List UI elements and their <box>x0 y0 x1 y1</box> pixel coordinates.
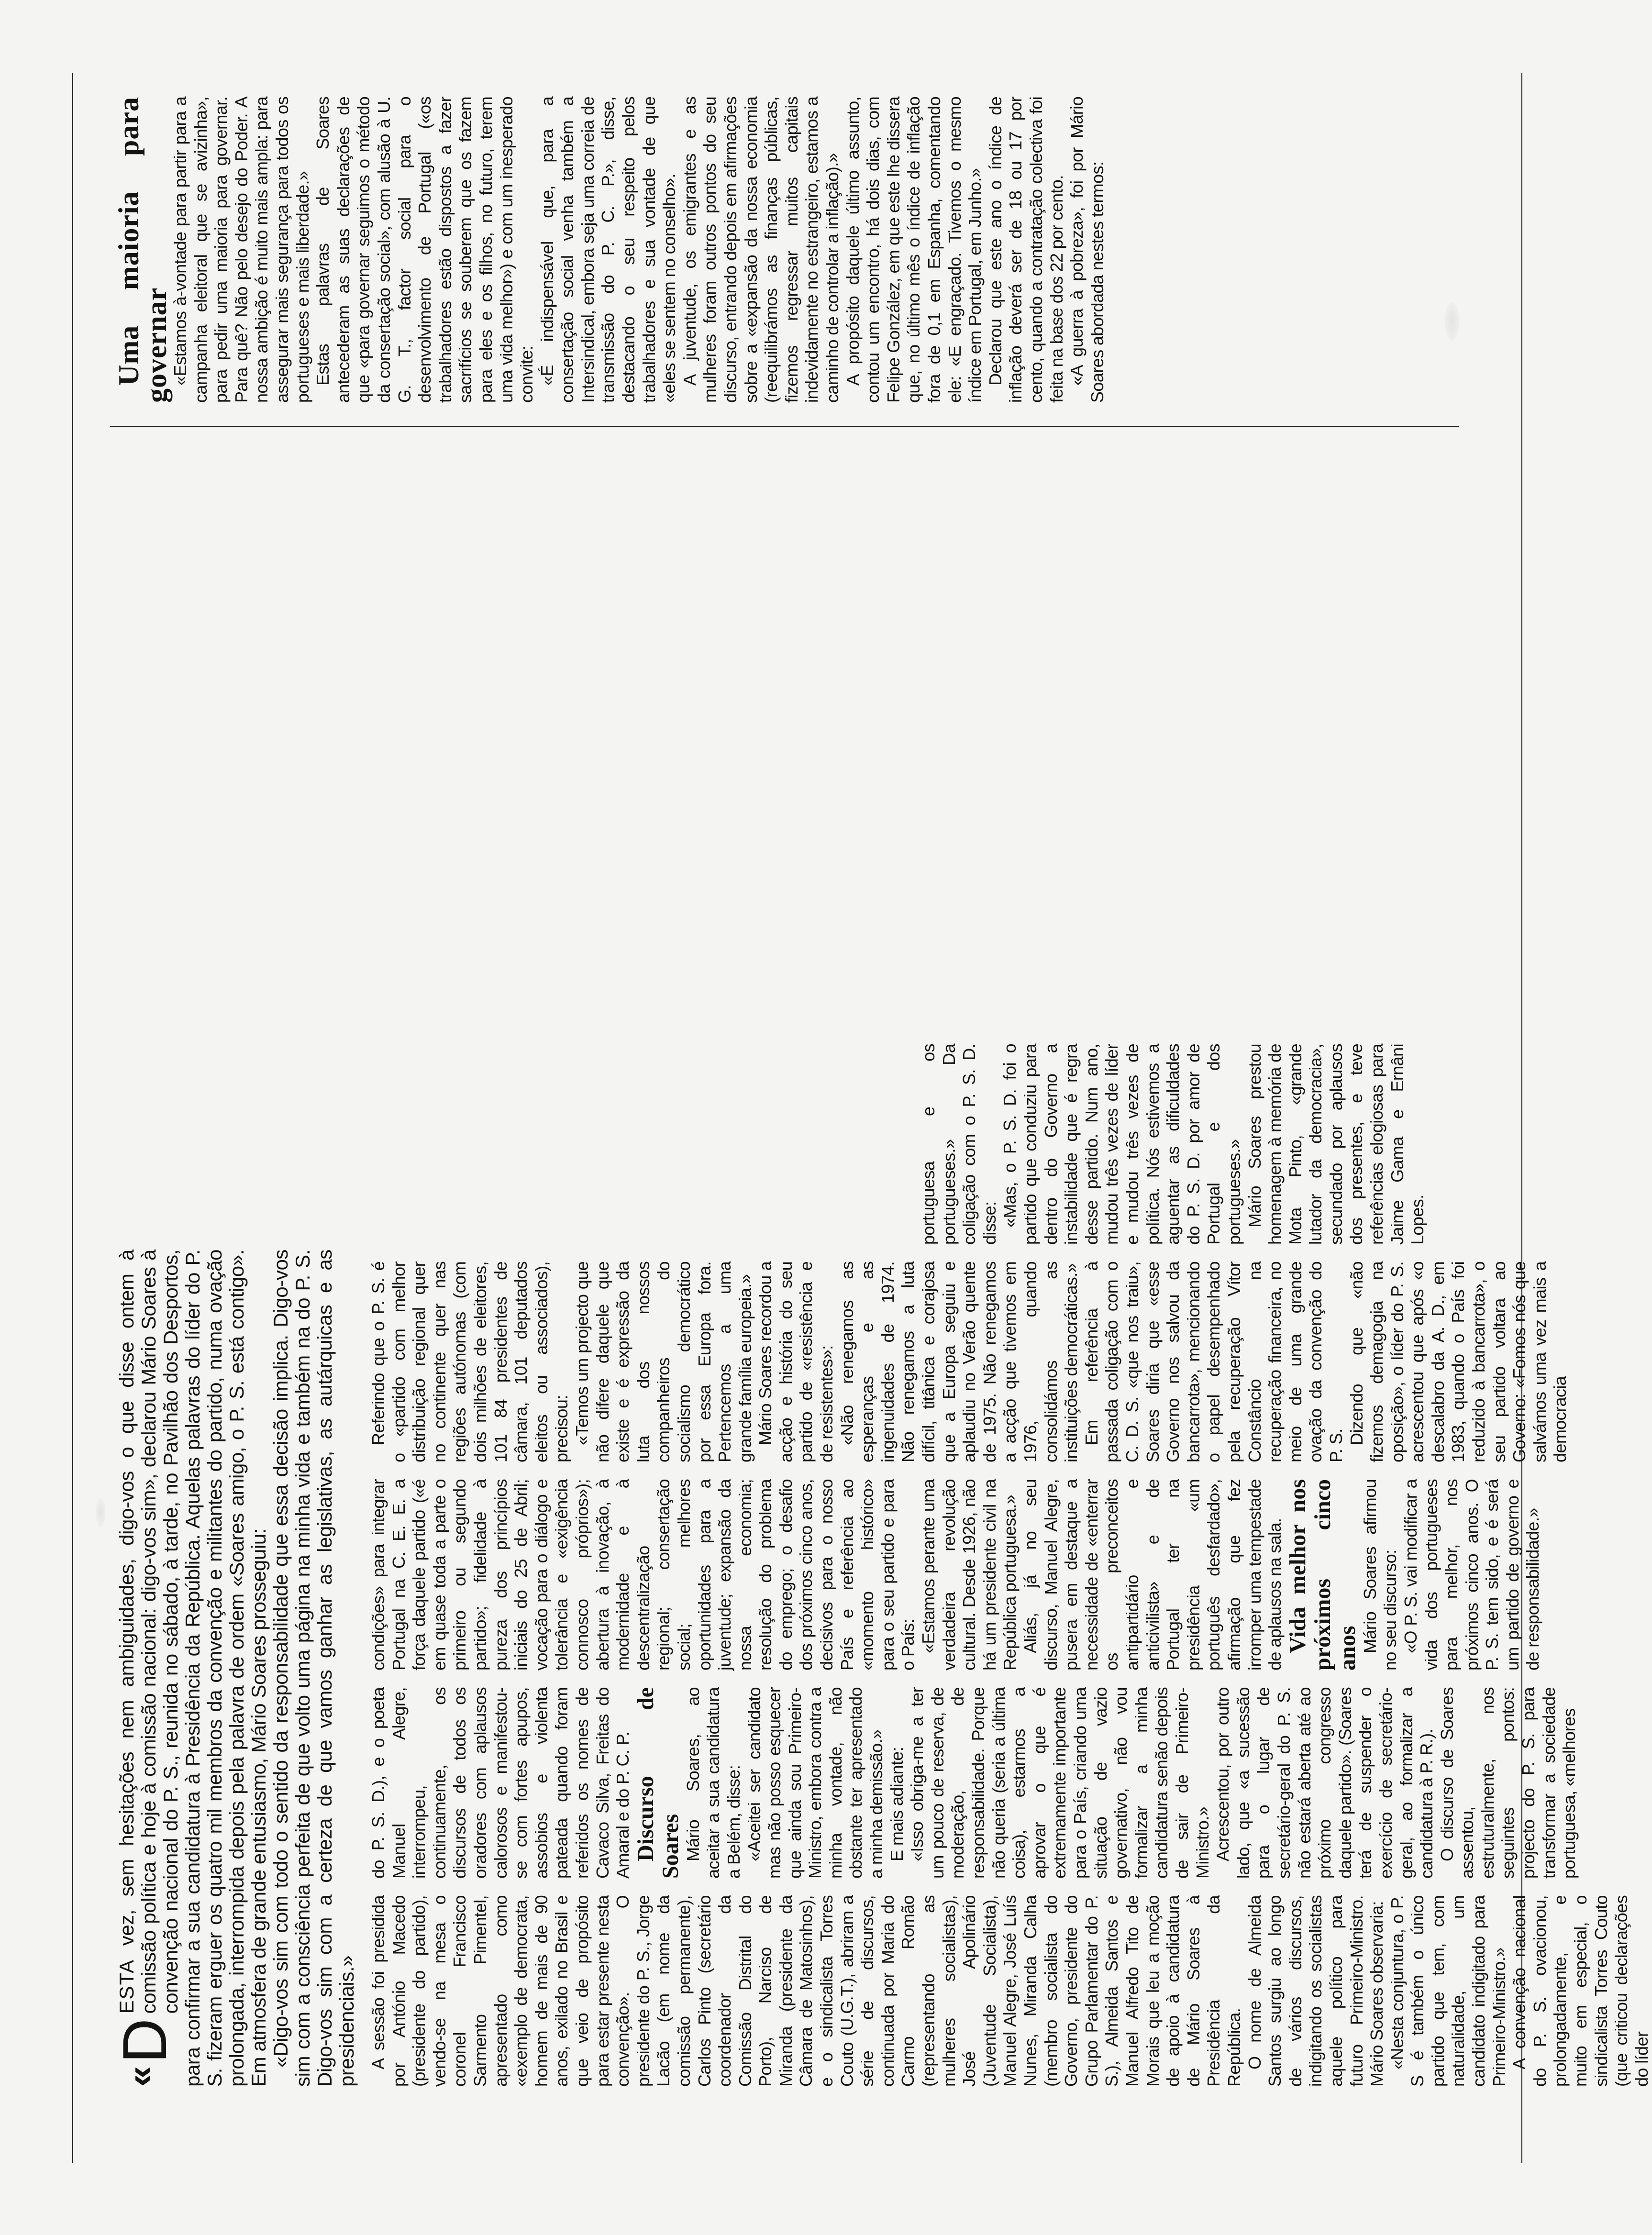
column-1-paragraph: A convenção nacional do P. S. ovacionou, prolongadamente, e muito em especial, o sindicalista Torres Couto (que criticou declarações do líder <box>1509 1895 1652 2087</box>
column-2-paragraph: «Isso obriga-me a ter um pouco de reserva, de moderação, de responsabilidade. Porque não queria (seria a última coisa), estarmos a aprovar o que é extremamente importante para o País, criando uma situação de vazio governativo, não vou formalizar a minha candidatura senão depois de sair de Primeiro-Ministro.» <box>907 1687 1212 1879</box>
sidebar-paragraph: Estas palavras de Soares antecederam as suas declarações de que «para governar seguimos o método da consertação social», com alusão à U. G. T., factor social para o desenvolvimento de Portugal («os trabalhadores estão dispostos a fazer sacrifícios se souberem que os fazem para eles e os filhos, no futuro, terem uma vida melhor») e com um inesperado convite: <box>313 97 537 403</box>
sidebar-box <box>115 97 1488 403</box>
lede-text: vez, sem hesitações nem ambiguidades, digo-vos o que disse ontem à comissão política e hoje à comissão nacional: digo-vos sim», declarou Mário Soares à convenção nacional do P. S., reunida no sábado, à tarde, no Pavilhão dos Desportos, para confirmar a sua candidatura à Presidência da República. Aquelas palavras do líder do P. S. fizeram erguer os quatro mil membros da convenção e militantes do partido, numa ovação prolongada, interrompida depois pela palavra de ordem «Soares amigo, o P. S. está contigo». Em atmosfera de grande entusiasmo, Mário Soares prosseguiu: <box>115 1250 270 2087</box>
sidebar-paragraph: A propósito daquele último assunto, contou um encontro, há dois dias, com Felipe González, em que este lhe dissera que, no último mês o índice de inflação fora de 0,1 em Espanha, comentando ele: «E engraçado. Tivemos o mesmo índice em Portugal, em Junho.» <box>843 97 985 403</box>
column-4-paragraph: Em referência à passada coligação com o C. D. S. «que nos traiu», Soares diria que «esse Governo nos salvou da bancarrota», mencionando o papel desempenhado pela recuperação Vítor Constâncio na recuperação financeira, no meio de uma grande ovação da convenção do P. S. <box>1081 1261 1346 1462</box>
column-4-paragraph: Referindo que o P. S. é o «partido com melhor distribuição regional quer no continente quer nas regiões autónomas (com dois milhões de eleitores, 101 84 presidentes de câmara, 101 deputados eleitos ou associados), precisou: <box>368 1261 572 1462</box>
column-4-paragraph: Dizendo que «não fizemos demagogia na oposição», o líder do P. S. acrescentou que após «o descalabro da A. D., em 1983, quando o País foi reduzido à bancarrota», o seu partido voltara ao Governo: «Fomos nós que salvámos uma vez mais a democracia <box>1346 1261 1570 1462</box>
opening-quote-mark: « <box>119 2066 161 2087</box>
top-rule <box>72 73 73 2163</box>
sidebar-paragraph: A juventude, os emigrantes e as mulheres foram outros pontos do seu discurso, entrando depois em afirmações sobre a «expansão da nossa economia (reequilibrámos as finanças públicas, fizemos regressar muitos capitais indevidamente no estrangeiro, estamos a caminho de controlar a inflação).» <box>679 97 842 403</box>
subheading-vida-melhor: Vida melhor nos próximos cinco anos <box>1285 1479 1360 1671</box>
column-2-paragraph: Mário Soares, ao aceitar a sua candidatura a Belém, disse: <box>683 1687 743 1879</box>
column-3-paragraph: Mário Soares afirmou no seu discurso: <box>1360 1479 1400 1671</box>
lede-paragraph <box>110 1250 270 2087</box>
lede-lead-word: ESTA <box>115 1958 138 2014</box>
column-4-paragraph: «Temos um projecto que não difere daquele que existe e é expressão da luta dos nossos companheiros do socialismo democrático por essa Europa fora. Pertencemos a uma grande família europeia.» <box>572 1261 755 1462</box>
column-2-paragraph: O discurso de Soares assentou, estruturalmente, nos seguintes pontos: projecto do P. S. para transformar a sociedade portuguesa, «melhores <box>1437 1687 1579 1879</box>
column-3-paragraph: Aliás, já no seu discurso, Manuel Alegre, pusera em destaque a necessidade de «enterrar os preconceitos antipartidário e anticivilista» e de Portugal ter na presidência «um português desfardado», afirmação que fez irromper uma tempestade de aplausos na sala. <box>1020 1479 1285 1671</box>
column-1-paragraph: O nome de Almeida Santos surgiu ao longo de vários discursos, indigitando os socialistas aquele político para futuro Primeiro-Ministro. Mário Soares observaria: <box>1244 1895 1387 2087</box>
sidebar-paragraph: «A guerra à pobreza», foi por Mário Soares abordada nestes termos: <box>1067 97 1107 403</box>
column-5-paragraph: «Mas, o P. S. D. foi o partido que conduziu para dentro do Governo a instabilidade que é regra desse partido. Num ano, mudou três vezes de líder e mudou três vezes de política. Nós estivemos a aguentar as dificuldades do P. S. D. por amor de Portugal e dos portugueses.» <box>1000 1044 1244 1245</box>
column-2-paragraph: do P. S. D.), e o poeta Manuel Alegre, interrompeu, continuamente, os discursos de todos os oradores com aplausos calorosos e manifestou-se com fortes apupos, assobios e violenta pateada quando foram referidos os nomes de Cavaco Silva, Freitas do Amaral e do P. C. P. <box>368 1687 633 1879</box>
column-2-paragraph: «Aceitei ser candidato mas não posso esquecer que ainda sou Primeiro-Ministro, embora contra a minha vontade, não obstante ter apresentado a minha demissão.» <box>744 1687 887 1879</box>
sidebar-paragraph: Declarou que este ano o índice de inflação deverá ser de 18 ou 17 por cento, quando a contratação colectiva foi feita na base dos 22 por cento. <box>985 97 1066 403</box>
column-5-paragraph: portuguesa e os portugueses.» Da coligação com o P. S. D. disse: <box>919 1044 999 1245</box>
sidebar-separator-rule <box>110 426 1459 427</box>
subheading-discurso: Discurso de Soares <box>632 1687 683 1879</box>
column-2-paragraph: Acrescentou, por outro lado, que «a sucessão para o lugar de secretário-geral do P. S. não estará aberta até ao próximo congresso daquele partido». (Soares terá de suspender o exercício de secretário-geral, ao formalizar a candidatura à P. R.). <box>1213 1687 1437 1879</box>
article-column-1 <box>368 1895 1652 2087</box>
column-2-paragraph: E mais adiante: <box>887 1747 907 1861</box>
column-1-paragraph: A sessão foi presidida por António Macedo (presidente do partido), vendo-se na mesa o coronel Francisco Sarmento Pimentel, apresentado como «exemplo de democrata, homem de mais de 90 anos, exilado no Brasil e que veio de propósito para estar presente nesta convenção». O presidente do P. S., Jorge Lacão (em nome da comissão permanente), Carlos Pinto (secretário coordenador da Comissão Distrital do Porto), Narciso de Miranda (presidente da Câmara de Matosinhos), e o sindicalista Torres Couto (U.G.T.), abriram a série de discursos, continuada por Maria do Carmo Romão (representando as mulheres socialistas), José Apolinário (Juventude Socialista), Manuel Alegre, José Luís Nunes, Miranda Calha (membro socialista do Governo, presidente do Grupo Parlamentar do P. S.), Almeida Santos e Manuel Alfredo Tito de Morais que leu a moção de apoio à candidatura de Mário Soares à Presidência da República. <box>368 1895 1244 2087</box>
column-4-paragraph: Mário Soares recordou a acção e história do seu partido de «resistência e de resistentes»: <box>755 1261 837 1462</box>
column-5-paragraph: Mário Soares prestou homenagem à memória de Mota Pinto, «grande lutador da democracia», secundado por aplausos dos presentes, e teve referências elogiosas para Jaime Gama e Ernâni Lopes. <box>1244 1044 1428 1245</box>
sidebar-title: Uma maioria para governar <box>113 97 172 403</box>
column-3-paragraph: condições» para integrar Portugal na C. E. E. a força daquele partido («é em quase toda a parte o primeiro ou segundo partido»; fidelidade à pureza dos princípios iniciais do 25 de Abril; vocação para o diálogo e tolerância e «exigência connosco próprios»); abertura à inovação, à modernidade e à descentralização regional; consertação social; melhores oportunidades para a juventude; expansão da nossa economia; resolução do problema do emprego; o desafio dos próximos cinco anos, decisivos para o nosso País e referência ao «momento histórico» para o seu partido e para o País: <box>368 1479 918 1671</box>
scan-smudge <box>1445 302 1459 341</box>
column-3-paragraph: «Estamos perante uma verdadeira revolução cultural. Desde 1926, não há um presidente civil na República portuguesa.» <box>919 1479 1020 1671</box>
article-lede <box>110 1250 358 2087</box>
lede-quote: «Digo-vos sim com todo o sentido da responsabilidade que essa decisão implica. Digo-vos sim com a consciência perfeita de que volto uma página na minha vida e também na do P. S. Digo-vos sim com a certeza de que vamos ganhar as legislativas, as autárquicas e as presidenciais.» <box>269 1250 358 2087</box>
column-1-paragraph: «Nesta conjuntura, o P. S é também o único partido que tem, com naturalidade, um candidato indigitado para Primeiro-Ministro.» <box>1387 1895 1509 2087</box>
article-column-4 <box>368 1261 1570 1462</box>
column-4-paragraph: «Não renegamos as esperanças e as ingenuidades de 1974. Não renegamos a luta difícil, titânica e corajosa que a Europa seguiu e aplaudiu no Verão quente de 1975. Não renegamos a acção que tivemos em 1976, quando consolidámos as instituições democráticas.» <box>837 1261 1081 1462</box>
column-3-paragraph: «O P. S. vai modificar a vida dos portugueses para melhor, nos próximos cinco anos. O P. S. tem sido, e é será um partido de governo e de responsabilidade.» <box>1400 1479 1543 1671</box>
sidebar-paragraph: «É indispensável que, para a consertação social venha também a Intersindical, embora seja uma correia de transmissão do P. C. P.», disse, destacando o seu respeito pelos trabalhadores e sua vontade de que «eles se sentem no conselho». <box>537 97 679 403</box>
drop-cap: D <box>110 2018 179 2064</box>
article-column-2 <box>368 1687 1579 1879</box>
sidebar-paragraph: «Estamos à-vontade para partir para a campanha eleitoral que se avizinha», para pedir uma maioria para governar. Para quê? Não pelo desejo do Poder. A nossa ambição é muito mais ampla: para assegurar mais segurança para todos os portugueses e mais liberdade.» <box>170 97 312 403</box>
article-column-3 <box>368 1479 1543 1671</box>
scan-smudge <box>96 1498 105 1527</box>
article-column-5 <box>919 1044 1497 1245</box>
